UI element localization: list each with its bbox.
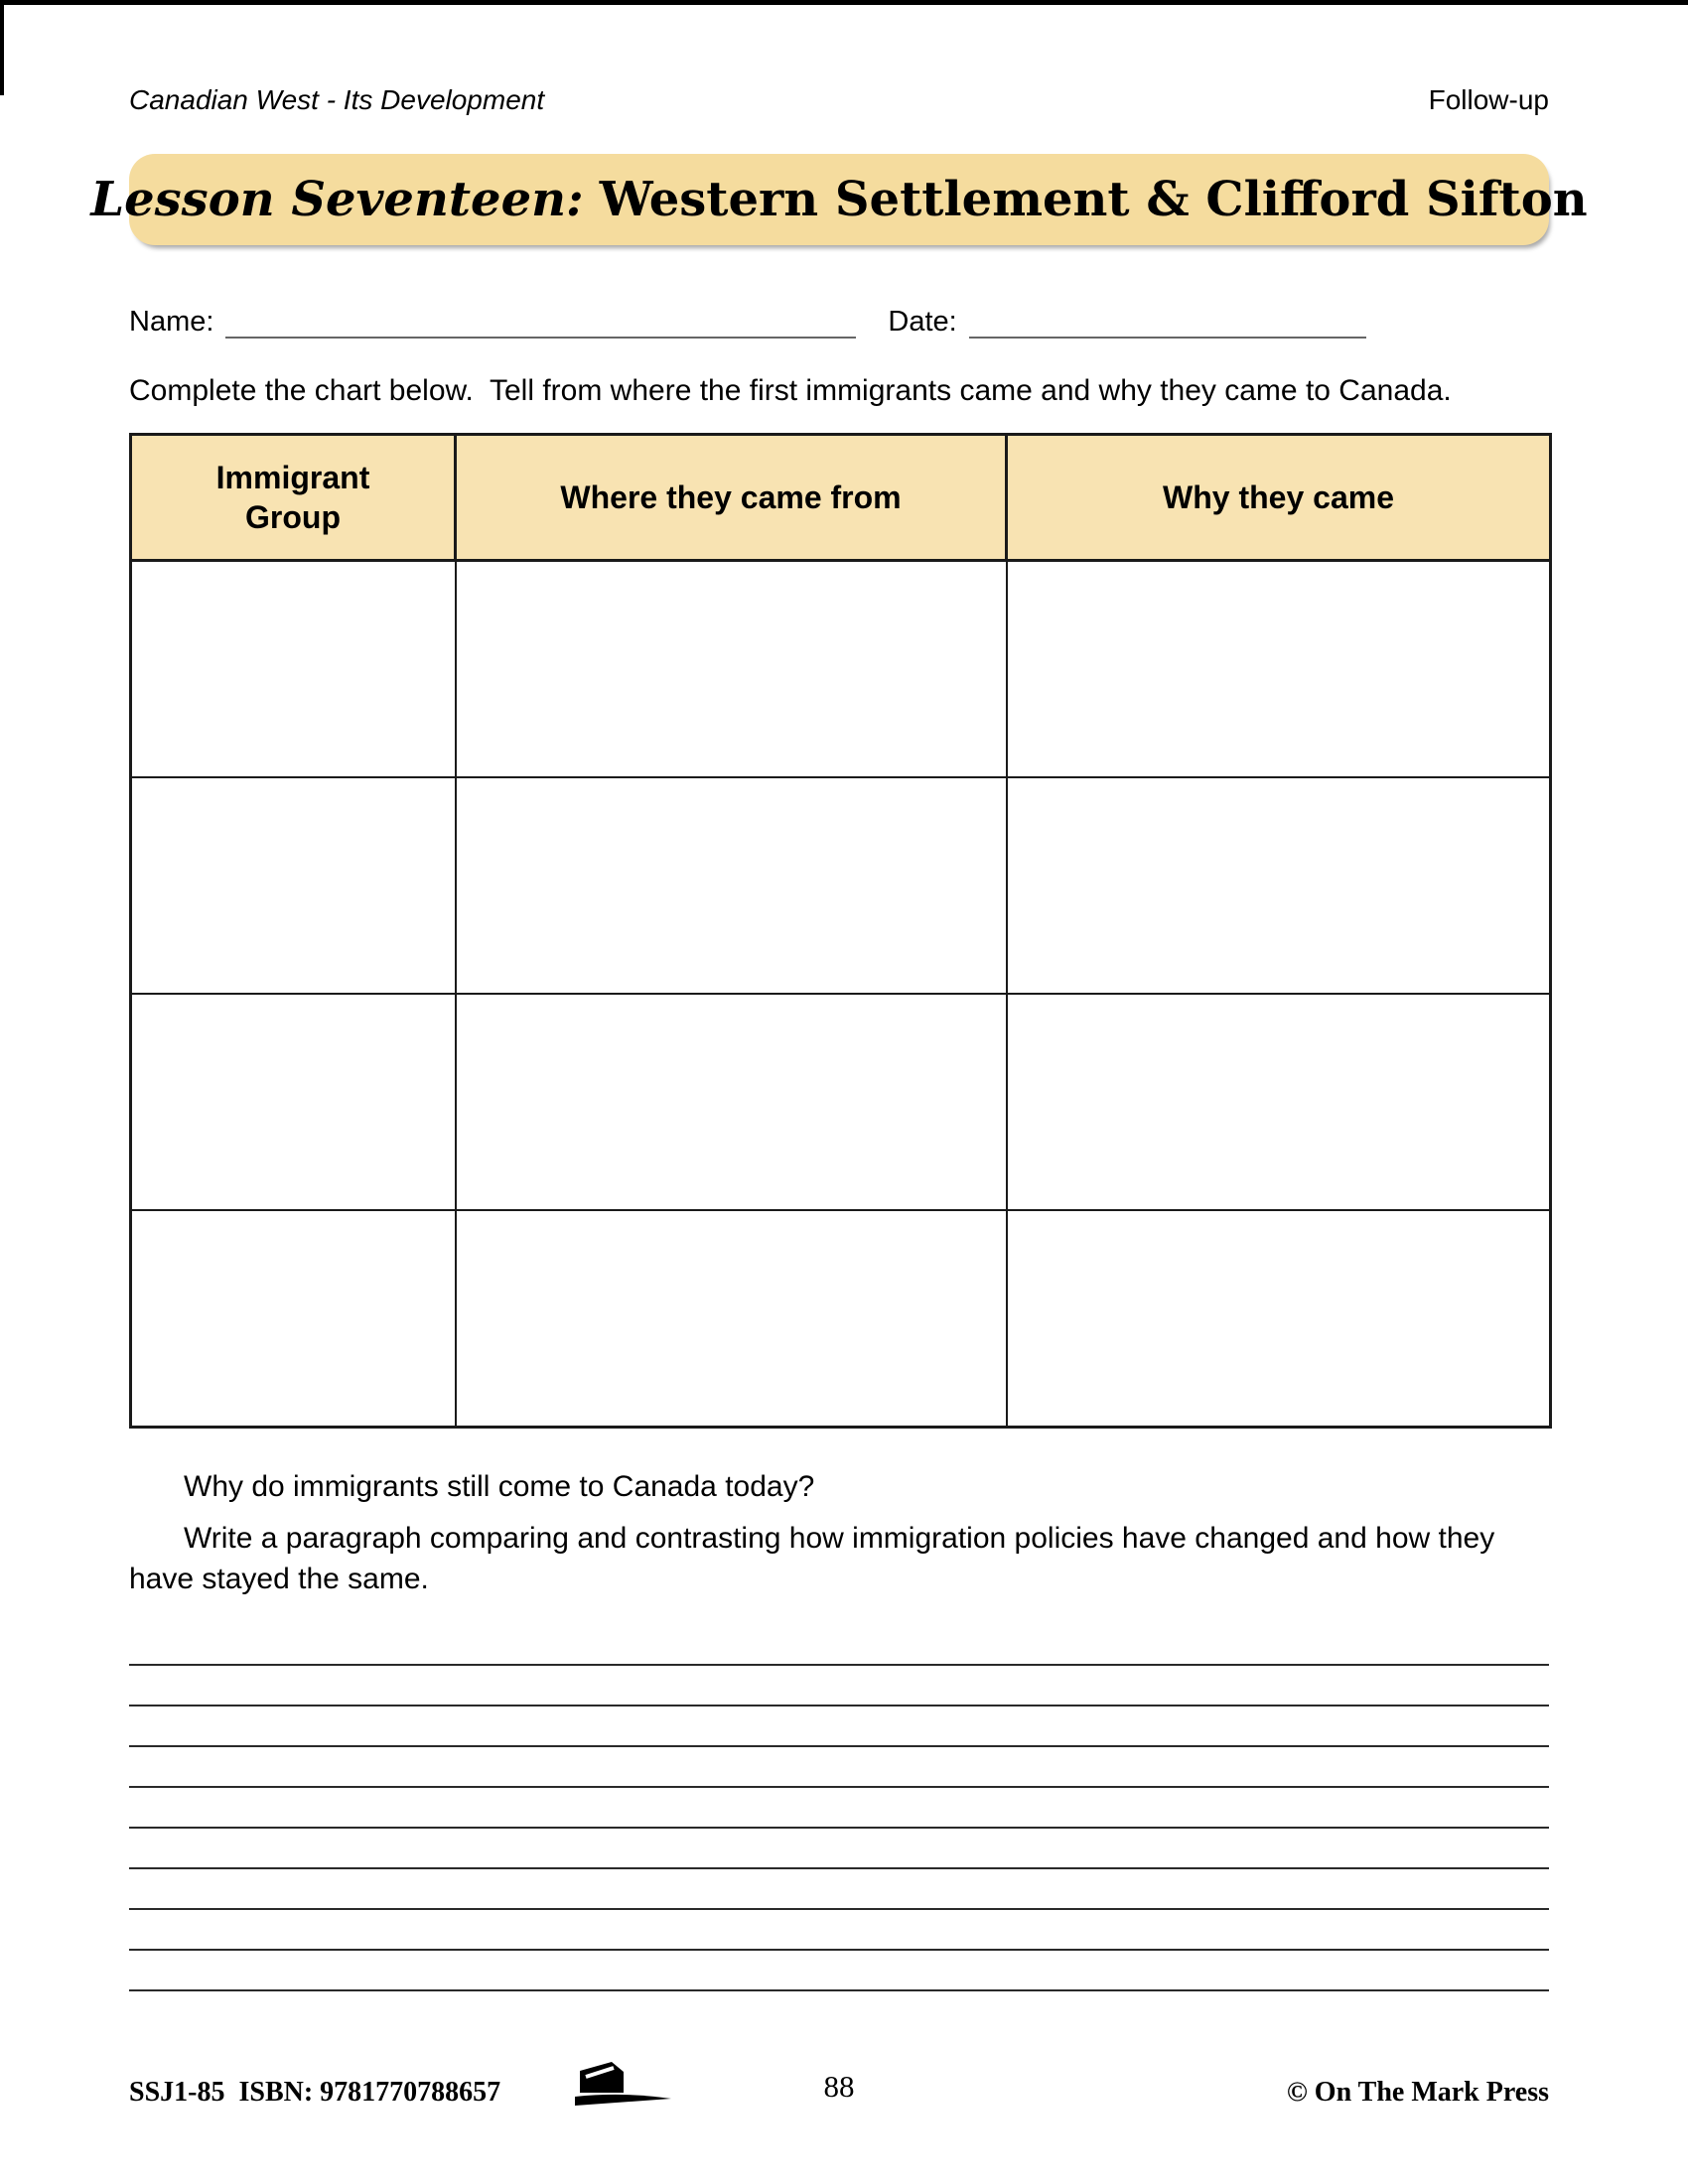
question-paragraph: Write a paragraph comparing and contrasting how immigration policies have changed and how they have stayed the same. (129, 1522, 1495, 1596)
writing-line (129, 1666, 1549, 1706)
question-today: Why do immigrants still come to Canada today? (184, 1470, 815, 1504)
chart-row (131, 994, 1551, 1210)
immigrant-chart-table (129, 433, 1552, 1429)
running-head (129, 84, 1549, 116)
chart-header-where-from: Where they came from (456, 435, 1007, 561)
book-title: Canadian West - Its Development (129, 84, 545, 115)
chart-row (131, 1210, 1551, 1428)
chart-cell (456, 777, 1007, 994)
chart-cell (1007, 994, 1551, 1210)
chart-cell (131, 1210, 456, 1428)
page-number: 88 (823, 2069, 855, 2104)
chart-cell (456, 1210, 1007, 1428)
lesson-number-label: Lesson Seventeen: (90, 172, 584, 227)
chart-cell (131, 994, 456, 1210)
page-footer (129, 2059, 1549, 2109)
writing-line (129, 1747, 1549, 1788)
writing-line (129, 1951, 1549, 1991)
isbn-text: SSJ1-85 ISBN: 9781770788657 (129, 2077, 501, 2108)
chart-cell (1007, 561, 1551, 778)
publisher-credit: © On The Mark Press (1286, 2077, 1549, 2108)
name-label: Name: (129, 306, 214, 338)
writing-line (129, 1869, 1549, 1910)
chart-cell (1007, 777, 1551, 994)
footer-left-group (129, 2059, 675, 2109)
writing-line (129, 1706, 1549, 1747)
lesson-title-banner (90, 154, 1588, 245)
chart-header-row (131, 435, 1551, 561)
chart-cell (456, 994, 1007, 1210)
chart-cell (131, 777, 456, 994)
chart-header-immigrant-group: Immigrant Group (131, 435, 456, 561)
date-blank-line (969, 307, 1366, 339)
name-blank-line (225, 307, 856, 339)
publisher-logo-icon (516, 2059, 675, 2109)
chart-cell (456, 561, 1007, 778)
section-label: Follow-up (1428, 84, 1549, 115)
scan-artifact-top (0, 0, 1688, 5)
writing-lines (129, 1625, 1549, 1991)
writing-line (129, 1788, 1549, 1829)
instructions-text: Complete the chart below. Tell from where the first immigrants came and why they came to Canada. (129, 374, 1452, 407)
lesson-title-text: Western Settlement & Clifford Sifton (599, 172, 1588, 227)
writing-line (129, 1625, 1549, 1666)
chart-cell (1007, 1210, 1551, 1428)
writing-line (129, 1910, 1549, 1951)
writing-line (129, 1829, 1549, 1869)
scan-artifact-left (0, 0, 4, 95)
chart-cell (131, 561, 456, 778)
name-date-row (129, 303, 1549, 339)
chart-body (131, 561, 1551, 1428)
chart-row (131, 777, 1551, 994)
chart-header-why-came: Why they came (1007, 435, 1551, 561)
date-label: Date: (888, 306, 957, 338)
chart-row (131, 561, 1551, 778)
